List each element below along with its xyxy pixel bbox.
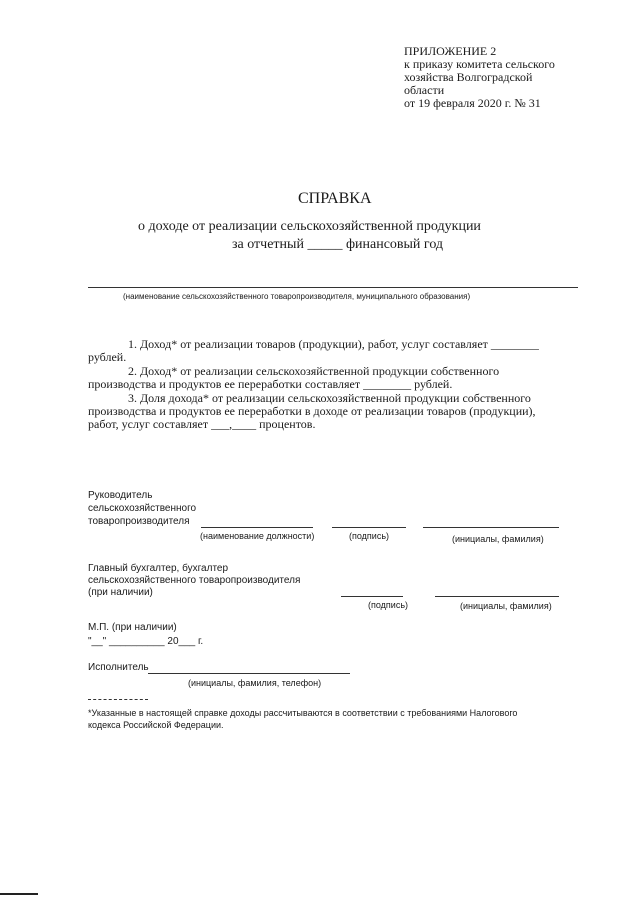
accountant-label-1: Главный бухгалтер, бухгалтер xyxy=(88,563,229,574)
executor-label: Исполнитель xyxy=(88,662,149,673)
scan-edge-mark xyxy=(0,893,38,895)
accountant-initials-line[interactable] xyxy=(435,596,559,597)
appendix-line-2: к приказу комитета сельского xyxy=(404,57,555,71)
document-title: СПРАВКА xyxy=(298,190,372,207)
stamp-label: М.П. (при наличии) xyxy=(88,622,177,633)
document-subtitle-1: о доходе от реализации сельскохозяйственной продукции xyxy=(138,219,481,234)
producer-caption: (наименование сельскохозяйственного товаропроизводителя, муниципального образования) xyxy=(123,292,471,301)
executor-caption: (инициалы, фамилия, телефон) xyxy=(188,678,322,688)
head-signature-caption: (подпись) xyxy=(349,531,390,541)
appendix-line-3: хозяйства Волгоградской xyxy=(404,70,533,84)
item-2-line-1: 2. Доход* от реализации сельскохозяйственной продукции собственного xyxy=(128,364,500,378)
item-3-line-1: 3. Доля дохода* от реализации сельскохозяйственной продукции собственного xyxy=(128,391,531,405)
head-signature-line[interactable] xyxy=(332,527,406,528)
accountant-label-3: (при наличии) xyxy=(88,587,153,598)
item-3-line-3: работ, услуг составляет ___,____ процентов. xyxy=(88,417,316,431)
head-initials-line[interactable] xyxy=(423,527,559,528)
accountant-signature-line[interactable] xyxy=(341,596,403,597)
head-position-line[interactable] xyxy=(201,527,313,528)
item-3-line-2: производства и продуктов ее переработки в доходе от реализации товаров (продукции), xyxy=(88,404,536,418)
accountant-initials-caption: (инициалы, фамилия) xyxy=(460,601,552,611)
accountant-label-2: сельскохозяйственного товаропроизводителя xyxy=(88,575,301,586)
item-2-line-2: производства и продуктов ее переработки составляет ________ рублей. xyxy=(88,377,453,391)
footnote-line-1: *Указанные в настоящей справке доходы рассчитываются в соответствии с требованиями Налогового xyxy=(88,708,518,718)
footnote-separator xyxy=(88,699,148,700)
date-line[interactable]: "__" __________ 20___ г. xyxy=(88,636,204,647)
item-1-line-2: рублей. xyxy=(88,350,127,364)
head-label-3: товаропроизводителя xyxy=(88,516,190,527)
document-subtitle-2: за отчетный _____ финансовый год xyxy=(232,237,444,252)
footnote-line-2: кодекса Российской Федерации. xyxy=(88,720,224,730)
accountant-signature-caption: (подпись) xyxy=(368,600,409,610)
item-1-line-1: 1. Доход* от реализации товаров (продукции), работ, услуг составляет ________ xyxy=(128,337,539,351)
head-label-1: Руководитель xyxy=(88,490,153,501)
appendix-title: ПРИЛОЖЕНИЕ 2 xyxy=(404,44,497,58)
producer-name-line[interactable] xyxy=(88,287,578,288)
executor-line[interactable] xyxy=(148,673,350,674)
head-label-2: сельскохозяйственного xyxy=(88,503,197,514)
head-initials-caption: (инициалы, фамилия) xyxy=(452,534,544,544)
head-position-caption: (наименование должности) xyxy=(200,531,315,541)
appendix-line-4: области xyxy=(404,83,445,97)
appendix-line-5: от 19 февраля 2020 г. № 31 xyxy=(404,96,541,110)
